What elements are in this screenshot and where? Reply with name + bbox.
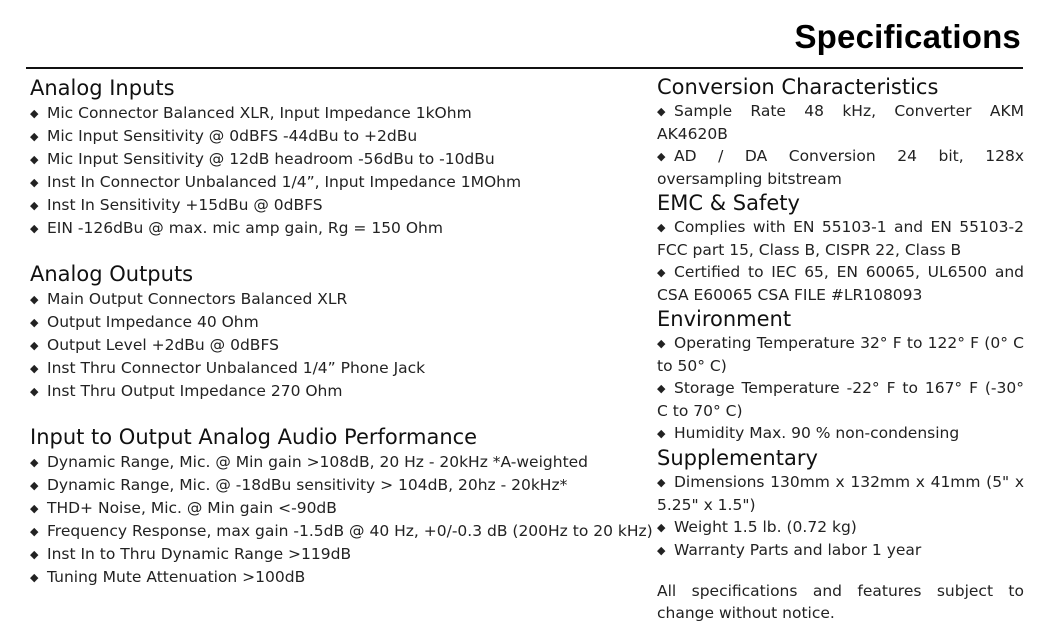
spec-text: Sample Rate 48 kHz, Converter AKM AK4620B (657, 102, 1024, 143)
bullet-icon: ◆ (30, 339, 39, 352)
spec-text: Operating Temperature 32° F to 122° F (0° C to 50° C) (657, 334, 1024, 375)
spec-item (30, 474, 640, 497)
spec-item (657, 145, 1024, 190)
spec-item (30, 451, 640, 474)
spec-item (657, 332, 1024, 377)
spec-text: Tuning Mute Attenuation >100dB (47, 568, 306, 586)
spec-text: AD / DA Conversion 24 bit, 128x oversampling bitstream (657, 147, 1024, 188)
section-heading-emc-safety: EMC & Safety (657, 191, 800, 215)
spec-text: Mic Input Sensitivity @ 12dB headroom -56dBu to -10dBu (47, 150, 495, 168)
spec-text: THD+ Noise, Mic. @ Min gain <-90dB (47, 499, 337, 517)
spec-item (30, 357, 640, 380)
spec-item (30, 497, 640, 520)
bullet-icon: ◆ (30, 176, 39, 189)
section-heading-environment: Environment (657, 307, 792, 331)
spec-item (657, 516, 1024, 539)
spec-item (657, 216, 1024, 261)
bullet-icon: ◆ (30, 130, 39, 143)
bullet-icon: ◆ (657, 476, 666, 489)
page-title: Specifications (794, 18, 1021, 55)
spec-item (30, 334, 640, 357)
spec-text: Humidity Max. 90 % non-condensing (674, 424, 960, 442)
bullet-icon: ◆ (657, 337, 666, 350)
spec-item (657, 471, 1024, 516)
spec-text: EIN -126dBu @ max. mic amp gain, Rg = 150 Ohm (47, 219, 443, 237)
bullet-icon: ◆ (657, 266, 666, 279)
title-divider (26, 67, 1023, 69)
spec-item (30, 217, 640, 240)
spec-text: Inst In Connector Unbalanced 1/4”, Input Impedance 1MOhm (47, 173, 522, 191)
bullet-icon: ◆ (657, 521, 666, 534)
bullet-icon: ◆ (30, 199, 39, 212)
bullet-icon: ◆ (30, 385, 39, 398)
bullet-icon: ◆ (657, 221, 666, 234)
disclaimer-note: All specifications and features subject to change without notice. (657, 582, 1024, 622)
spec-text: Complies with EN 55103-1 and EN 55103-2 FCC part 15, Class B, CISPR 22, Class B (657, 218, 1024, 259)
spec-text: Frequency Response, max gain -1.5dB @ 40 Hz, +0/-0.3 dB (200Hz to 20 kHz) (47, 522, 653, 540)
spec-item (657, 539, 1024, 562)
bullet-icon: ◆ (30, 479, 39, 492)
spec-text: Inst Thru Output Impedance 270 Ohm (47, 382, 343, 400)
bullet-icon: ◆ (30, 548, 39, 561)
bullet-icon: ◆ (30, 222, 39, 235)
spec-text: Certified to IEC 65, EN 60065, UL6500 and CSA E60065 CSA FILE #LR108093 (657, 263, 1024, 304)
left-column (30, 74, 653, 589)
spec-item (30, 125, 640, 148)
spec-item (30, 171, 640, 194)
spec-text: Storage Temperature -22° F to 167° F (-30° C to 70° C) (657, 379, 1024, 420)
spec-text: Mic Input Sensitivity @ 0dBFS -44dBu to +2dBu (47, 127, 418, 145)
right-column (657, 74, 1024, 624)
bullet-icon: ◆ (657, 105, 666, 118)
section-heading-analog-inputs: Analog Inputs (30, 76, 175, 100)
spec-text: Inst In to Thru Dynamic Range >119dB (47, 545, 352, 563)
bullet-icon: ◆ (30, 316, 39, 329)
spec-item (30, 380, 640, 403)
section-heading-analog-outputs: Analog Outputs (30, 262, 194, 286)
bullet-icon: ◆ (30, 502, 39, 515)
spec-text: Output Level +2dBu @ 0dBFS (47, 336, 279, 354)
spec-text: Weight 1.5 lb. (0.72 kg) (674, 518, 857, 536)
spec-item (30, 311, 640, 334)
bullet-icon: ◆ (30, 525, 39, 538)
spec-item (657, 377, 1024, 422)
section-heading-supplementary: Supplementary (657, 446, 818, 470)
bullet-icon: ◆ (657, 150, 666, 163)
spec-item (30, 102, 640, 125)
bullet-icon: ◆ (657, 427, 666, 440)
spec-text: Output Impedance 40 Ohm (47, 313, 259, 331)
bullet-icon: ◆ (30, 456, 39, 469)
section-heading-conversion: Conversion Characteristics (657, 75, 939, 99)
spec-item (30, 566, 640, 589)
spec-text: Mic Connector Balanced XLR, Input Impedance 1kOhm (47, 104, 472, 122)
bullet-icon: ◆ (657, 382, 666, 395)
spec-text: Main Output Connectors Balanced XLR (47, 290, 348, 308)
bullet-icon: ◆ (30, 293, 39, 306)
spec-text: Dimensions 130mm x 132mm x 41mm (5" x 5.25" x 1.5") (657, 473, 1024, 514)
spec-item (30, 148, 640, 171)
spec-item (30, 288, 640, 311)
spec-item (657, 261, 1024, 306)
bullet-icon: ◆ (30, 571, 39, 584)
spec-text: Dynamic Range, Mic. @ Min gain >108dB, 20 Hz - 20kHz *A-weighted (47, 453, 589, 471)
bullet-icon: ◆ (30, 362, 39, 375)
spec-text: Dynamic Range, Mic. @ -18dBu sensitivity > 104dB, 20hz - 20kHz* (47, 476, 568, 494)
spec-item (657, 422, 1024, 445)
bullet-icon: ◆ (657, 544, 666, 557)
spec-text: Inst In Sensitivity +15dBu @ 0dBFS (47, 196, 323, 214)
bullet-icon: ◆ (30, 153, 39, 166)
bullet-icon: ◆ (30, 107, 39, 120)
section-heading-io-performance: Input to Output Analog Audio Performance (30, 425, 478, 449)
spec-text: Warranty Parts and labor 1 year (674, 541, 922, 559)
spec-item (30, 520, 653, 543)
spec-item (30, 543, 640, 566)
spec-item (657, 100, 1024, 145)
spec-text: Inst Thru Connector Unbalanced 1/4” Phone Jack (47, 359, 426, 377)
spec-item (30, 194, 640, 217)
